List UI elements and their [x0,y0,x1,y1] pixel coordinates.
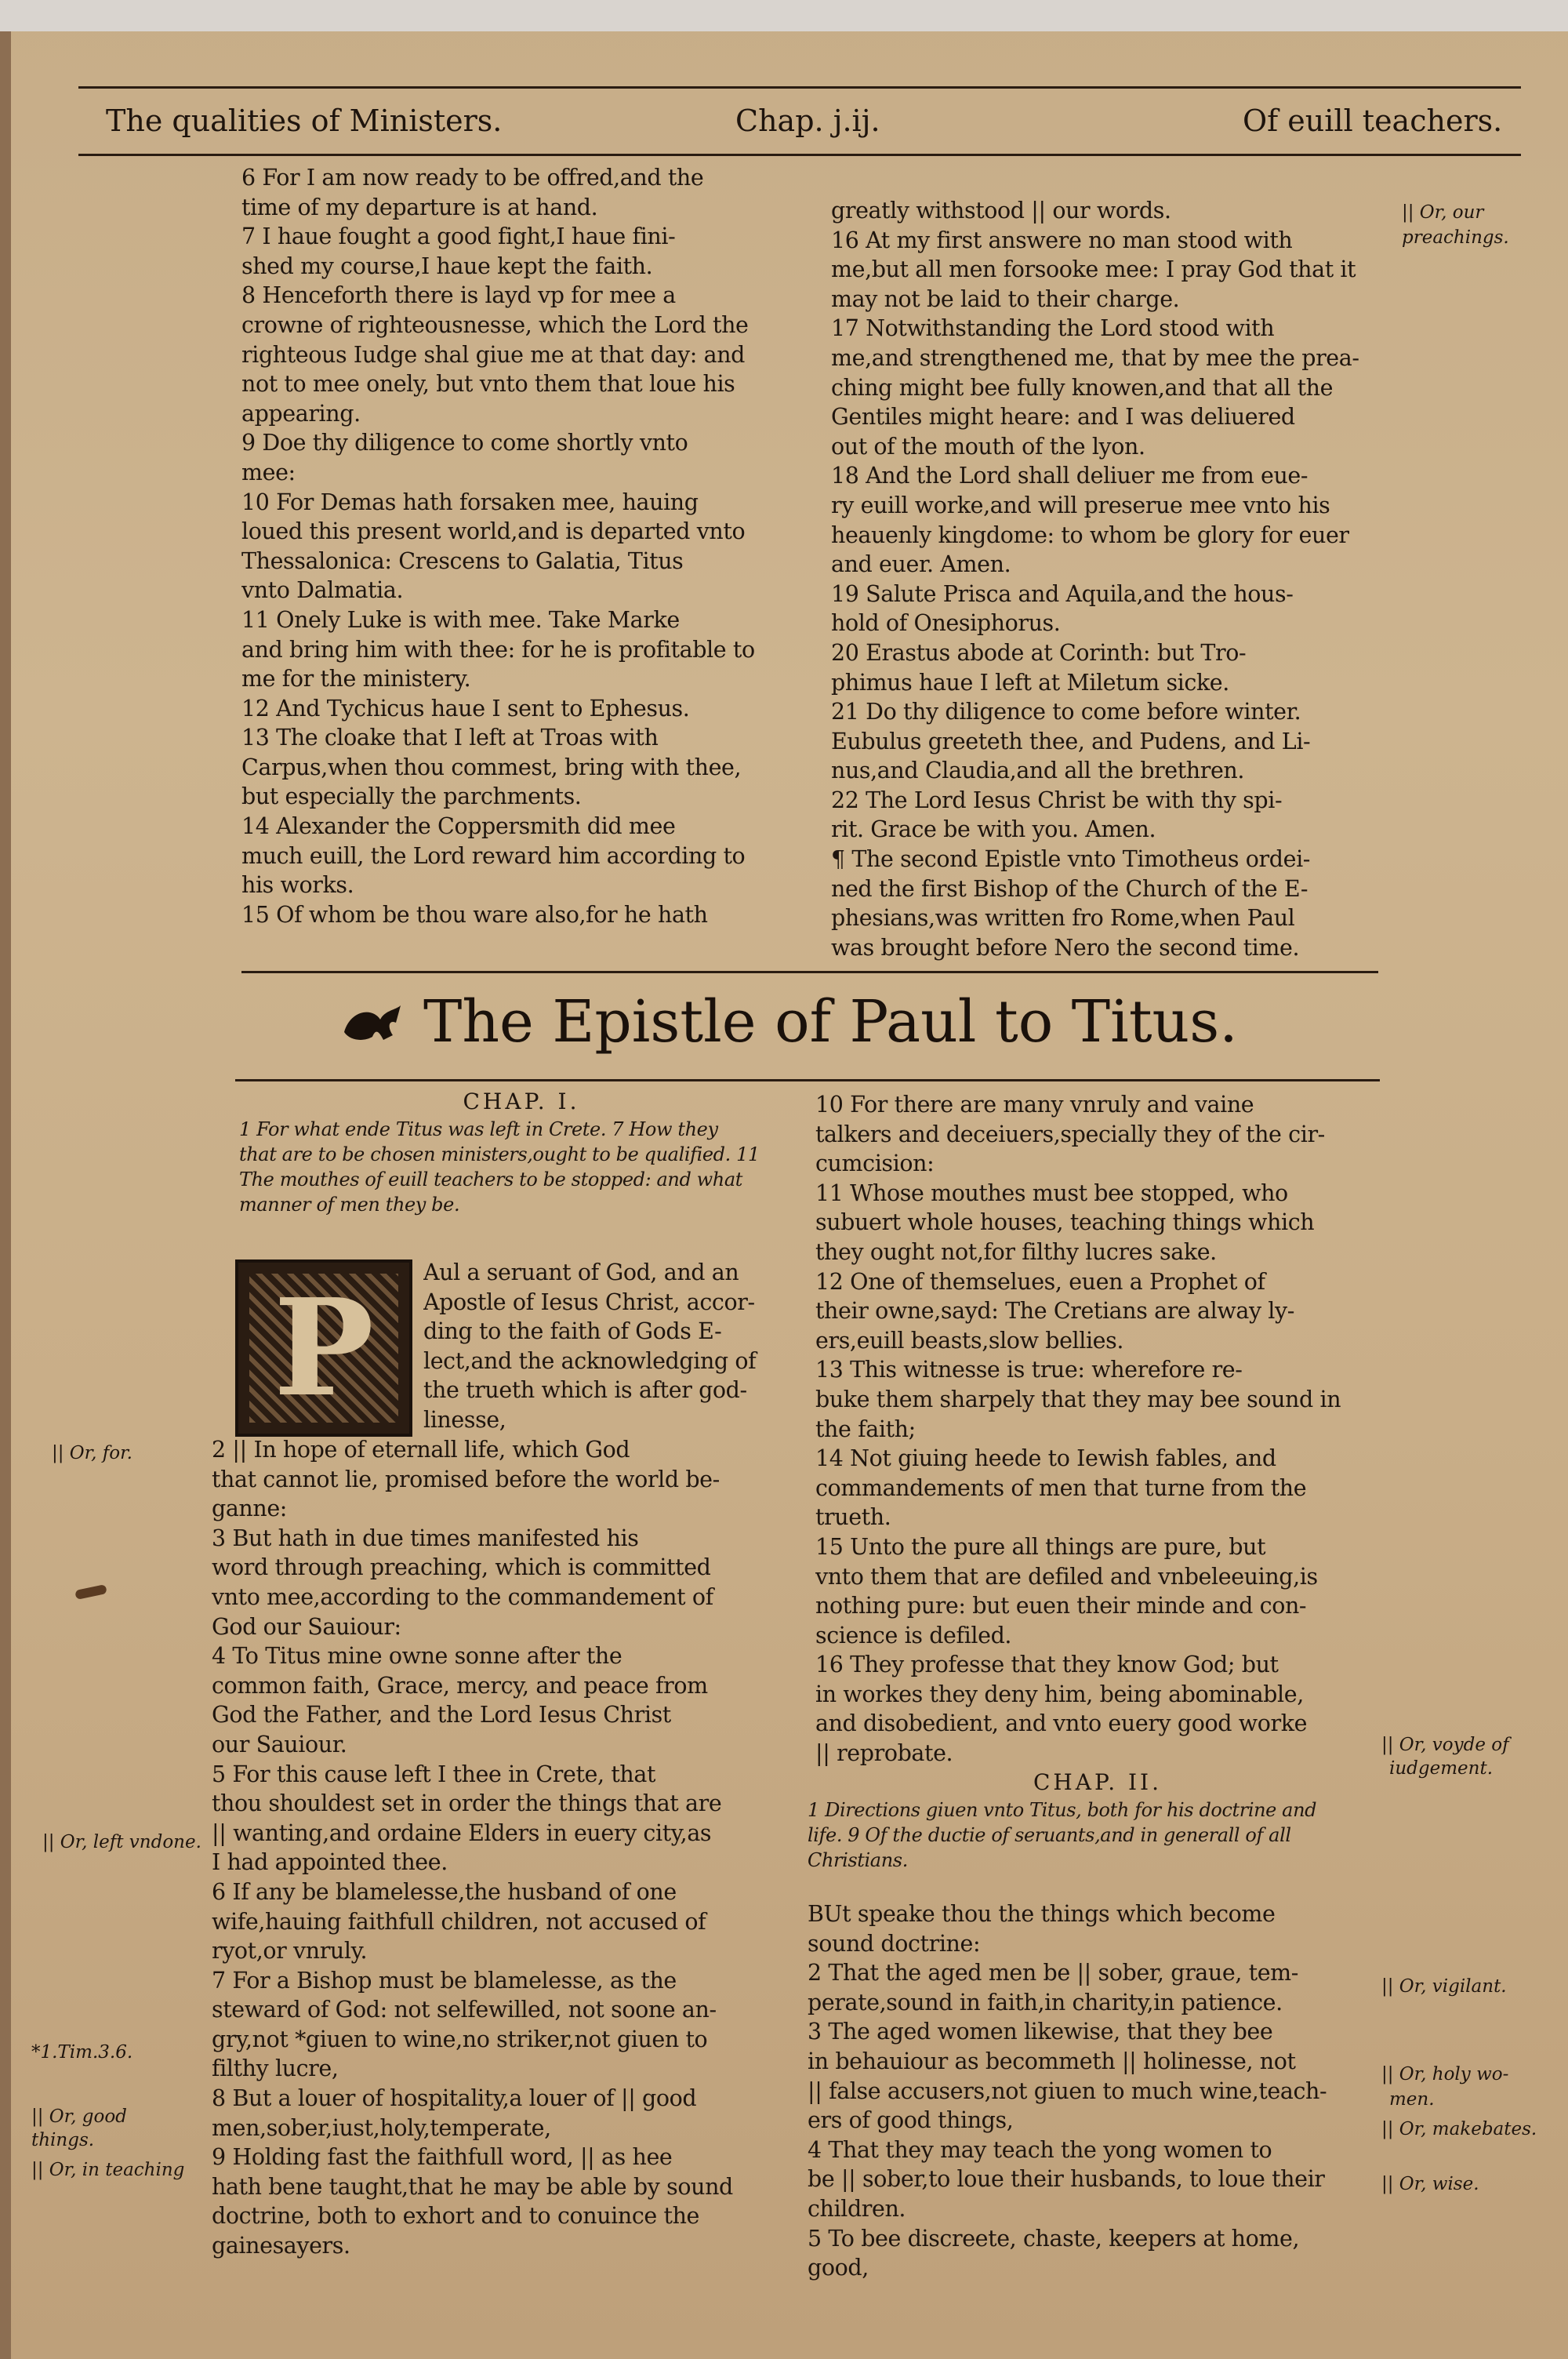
text-line: their owne,sayd: The Cretians are alway ly- [815,1298,1294,1325]
margin-note-voyde-1: || Or, voyde of [1381,1735,1509,1755]
text-line: ryot,or vnruly. [212,1938,368,1965]
text-line: Gentiles might heare: and I was deliuered [831,404,1295,431]
text-line: 4 That they may teach the yong women to [808,2136,1272,2163]
text-line: 16 They professe that they know God; but [815,1652,1279,1678]
dropcap-text-column [423,1258,808,1435]
text-line: Thessalonica: Crescens to Galatia, Titus [241,547,684,574]
text-line: the faith; [815,1416,916,1442]
text-line: linesse, [423,1406,506,1433]
chapter-summary-line: Christians. [808,1848,908,1871]
text-line: 9 Holding fast the faithfull word, || as hee [212,2144,673,2171]
text-line: 2 That the aged men be || sober, graue, tem- [808,1960,1299,1986]
text-line: rit. Grace be with you. Amen. [831,816,1156,843]
margin-note-tim-reference: *1.Tim.3.6. [31,2042,133,2063]
text-line: time of my departure is at hand. [241,194,598,220]
text-line: 11 Onely Luke is with mee. Take Marke [241,606,680,633]
margin-note-our-preachings-1: || Or, our [1402,202,1484,223]
header-rule [78,154,1521,156]
text-line: || false accusers,not giuen to much wine,teach- [808,2077,1327,2104]
text-line: 14 Alexander the Coppersmith did mee [241,813,676,840]
text-line: BUt speake thou the things which become [808,1901,1276,1927]
margin-note-or-good-2: things. [31,2130,95,2150]
section-rule-bottom [235,1079,1380,1081]
margin-note-voyde-2: iudgement. [1389,1758,1494,1779]
text-line: and euer. Amen. [831,551,1011,578]
text-line: sound doctrine: [808,1930,981,1957]
margin-note-vigilant: || Or, vigilant. [1381,1976,1507,1997]
text-line: ry euill worke,and will preserue mee vnto his [831,492,1330,518]
text-line: but especially the parchments. [241,783,582,810]
text-line: out of the mouth of the lyon. [831,433,1145,460]
text-line: ers of good things, [808,2107,1014,2134]
text-line: gainesayers. [212,2233,350,2259]
lower-right-column [815,1090,1380,1768]
text-line: shed my course,I haue kept the faith. [241,253,653,279]
text-line: 20 Erastus abode at Corinth: but Tro- [831,639,1247,666]
chapter-summary-line: life. 9 Of the ductie of seruants,and in generall of all [808,1823,1291,1846]
text-line: steward of God: not selfewilled, not soone an- [212,1997,717,2023]
text-line: vnto mee,according to the commandement of [212,1583,713,1610]
text-line: me,and strengthened me, that by mee the prea- [831,344,1359,371]
text-line: 6 If any be blamelesse,the husband of one [212,1878,677,1905]
text-line: trueth. [815,1504,891,1531]
text-line: ¶ The second Epistle vnto Timotheus ordei- [831,846,1311,873]
text-line: gry,not *giuen to wine,no striker,not giuen to [212,2026,708,2052]
text-line: doctrine, both to exhort and to conuince the [212,2203,700,2230]
text-line: cumcision: [815,1150,935,1177]
margin-note-or-teaching: || Or, in teaching [31,2160,185,2180]
text-line: 2 || In hope of eternall life, which God [212,1437,630,1463]
text-line: be || sober,to loue their husbands, to loue their [808,2166,1325,2193]
text-line: and bring him with thee: for he is profitable to [241,636,755,663]
initial-letter: P [274,1270,374,1427]
text-line: 5 For this cause left I thee in Crete, that [212,1761,655,1787]
text-line: loued this present world,and is departed vnto [241,518,746,545]
decorated-initial [235,1259,412,1437]
margin-note-or-for: || Or, for. [52,1443,132,1463]
text-line: buke them sharpely that they may bee sound in [815,1386,1341,1412]
text-line: may not be laid to their charge. [831,285,1180,312]
text-line: 21 Do thy diligence to come before winter. [831,699,1301,725]
chapter-summary-line: that are to be chosen ministers,ought to be qualified. 11 [239,1143,760,1165]
text-line: 22 The Lord Iesus Christ be with thy spi- [831,787,1283,813]
text-line: nothing pure: but euen their minde and con- [815,1593,1307,1619]
text-line: righteous Iudge shal giue me at that day: and [241,341,746,368]
text-line: word through preaching, which is committed [212,1554,711,1581]
text-line: phesians,was written fro Rome,when Paul [831,905,1295,932]
text-line: 17 Notwithstanding the Lord stood with [831,315,1275,342]
text-line: 8 But a louer of hospitality,a louer of || good [212,2085,697,2112]
text-line: ching might bee fully knowen,and that all the [831,374,1334,401]
text-line: 19 Salute Prisca and Aquila,and the hous- [831,580,1294,607]
text-line: that cannot lie, promised before the world be- [212,1466,720,1492]
text-line: in workes they deny him, being abominable, [815,1681,1304,1707]
text-line: 10 For there are many vnruly and vaine [815,1092,1254,1118]
text-line: 12 And Tychicus haue I sent to Ephesus. [241,695,690,722]
chapter-summary-line: manner of men they be. [239,1193,460,1216]
text-line: phimus haue I left at Miletum sicke. [831,669,1229,696]
text-line: subuert whole houses, teaching things which [815,1209,1315,1236]
text-line: filthy lucre, [212,2055,339,2082]
text-line: 8 Henceforth there is layd vp for mee a [241,282,676,309]
upper-left-column [241,163,814,929]
text-line: mee: [241,459,296,485]
running-head-center: Chap. j.ij. [735,104,880,138]
text-line: they ought not,for filthy lucres sake. [815,1238,1217,1265]
text-line: ers,euill beasts,slow bellies. [815,1327,1124,1354]
margin-note-wise: || Or, wise. [1381,2174,1479,2194]
chapter-summary-line: 1 Directions giuen vnto Titus, both for his doctrine and [808,1798,1317,1821]
fleuron-ornament [341,1002,404,1043]
text-line: || reprobate. [815,1740,953,1767]
margin-note-holy-1: || Or, holy wo- [1381,2064,1509,2085]
text-line: God our Sauiour: [212,1613,401,1640]
text-line: me for the ministery. [241,666,471,692]
text-line: 15 Unto the pure all things are pure, but [815,1533,1266,1560]
lower-left-column [212,1435,808,2261]
text-line: in behauiour as becommeth || holinesse, not [808,2048,1296,2074]
text-line: 14 Not giuing heede to Iewish fables, and [815,1445,1276,1472]
text-line: children. [808,2195,906,2222]
text-line: crowne of righteousnesse, which the Lord the [241,311,749,338]
text-line: 16 At my first answere no man stood with [831,227,1293,253]
text-line: 6 For I am now ready to be offred,and the [241,165,704,191]
text-line: 5 To bee discreete, chaste, keepers at home, [808,2225,1300,2252]
chapter-one-heading-block [239,1087,804,1217]
text-line: 10 For Demas hath forsaken mee, hauing [241,489,699,515]
text-line: ganne: [212,1496,288,1522]
text-line: perate,sound in faith,in charity,in patience. [808,1989,1283,2016]
text-line: 18 And the Lord shall deliuer me from eue- [831,463,1308,489]
margin-note-our-preachings-2: preachings. [1402,227,1509,248]
text-line: me,but all men forsooke mee: I pray God that it [831,256,1356,283]
text-line: talkers and deceiuers,specially they of the cir- [815,1121,1325,1147]
book-title: The Epistle of Paul to Titus. [423,988,1238,1056]
text-line: 12 One of themselues, euen a Prophet of [815,1268,1265,1295]
text-line: 13 The cloake that I left at Troas with [241,725,659,751]
text-line: and disobedient, and vnto euery good worke [815,1710,1308,1737]
section-rule-top [241,971,1378,973]
background-strip [0,0,1568,31]
text-line: nus,and Claudia,and all the brethren. [831,758,1245,784]
text-line: 3 But hath in due times manifested his [212,1525,639,1551]
running-head-left: The qualities of Ministers. [106,104,503,138]
text-line: much euill, the Lord reward him according to [241,842,746,869]
text-line: greatly withstood || our words. [831,198,1171,224]
text-line: I had appointed thee. [212,1849,448,1876]
top-rule [78,86,1521,89]
text-line: science is defiled. [815,1622,1012,1648]
chapter-summary-line: The mouthes of euill teachers to be stopped: and what [239,1168,743,1190]
chapter-two-text-column [808,1899,1384,2283]
page-edge [0,31,11,2359]
text-line: common faith, Grace, mercy, and peace from [212,1672,708,1699]
text-line: vnto them that are defiled and vnbeleeuing,is [815,1563,1318,1590]
text-line: 4 To Titus mine owne sonne after the [212,1643,622,1670]
text-line: hold of Onesiphorus. [831,610,1061,637]
text-line: hath bene taught,that he may be able by sound [212,2173,733,2200]
chapter-two-heading-block [808,1768,1388,1873]
text-line: 9 Doe thy diligence to come shortly vnto [241,430,688,456]
chapter-heading: CHAP. II. [1033,1769,1163,1795]
text-line: vnto Dalmatia. [241,577,404,604]
text-line: 11 Whose mouthes must bee stopped, who [815,1180,1288,1206]
margin-note-left-undone: || Or, left vndone. [42,1832,201,1852]
text-line: Eubulus greeteth thee, and Pudens, and Li- [831,728,1311,754]
text-line: Apostle of Iesus Christ, accor- [423,1289,755,1315]
margin-note-makebates: || Or, makebates. [1381,2119,1537,2139]
text-line: lect,and the acknowledging of [423,1347,757,1374]
text-line: was brought before Nero the second time. [831,934,1300,961]
chapter-heading: CHAP. I. [463,1089,580,1114]
text-line: ned the first Bishop of the Church of the E- [831,875,1308,902]
text-line: Aul a seruant of God, and an [423,1259,739,1285]
text-line: Carpus,when thou commest, bring with thee, [241,754,742,780]
chapter-summary-line: 1 For what ende Titus was left in Crete. 7 How they [239,1118,718,1140]
text-line: wife,hauing faithfull children, not accused of [212,1908,706,1935]
text-line: 7 For a Bishop must be blamelesse, as the [212,1967,677,1994]
margin-note-holy-2: men. [1389,2089,1435,2110]
text-line: 13 This witnesse is true: wherefore re- [815,1357,1243,1383]
ink-smudge [74,1584,107,1600]
text-line: appearing. [241,400,361,427]
text-line: thou shouldest set in order the things that are [212,1790,722,1817]
running-head-right: Of euill teachers. [1243,104,1503,138]
text-line: 15 Of whom be thou ware also,for he hath [241,901,708,928]
text-line: the trueth which is after god- [423,1377,747,1404]
upper-right-column [831,196,1399,962]
text-line: not to mee onely, but vnto them that loue his [241,371,735,398]
text-line: 7 I haue fought a good fight,I haue fini- [241,224,676,250]
text-line: commandements of men that turne from the [815,1474,1307,1501]
text-line: his works. [241,872,354,899]
text-line: heauenly kingdome: to whom be glory for euer [831,522,1349,548]
text-line: men,sober,iust,holy,temperate, [212,2114,551,2141]
text-line: God the Father, and the Lord Iesus Christ [212,1702,671,1728]
text-line: || wanting,and ordaine Elders in euery city,as [212,1819,712,1846]
text-line: 3 The aged women likewise, that they bee [808,2019,1273,2045]
text-line: good, [808,2255,869,2281]
text-line: our Sauiour. [212,1731,347,1757]
text-line: ding to the faith of Gods E- [423,1318,722,1345]
margin-note-or-good-1: || Or, good [31,2106,127,2127]
